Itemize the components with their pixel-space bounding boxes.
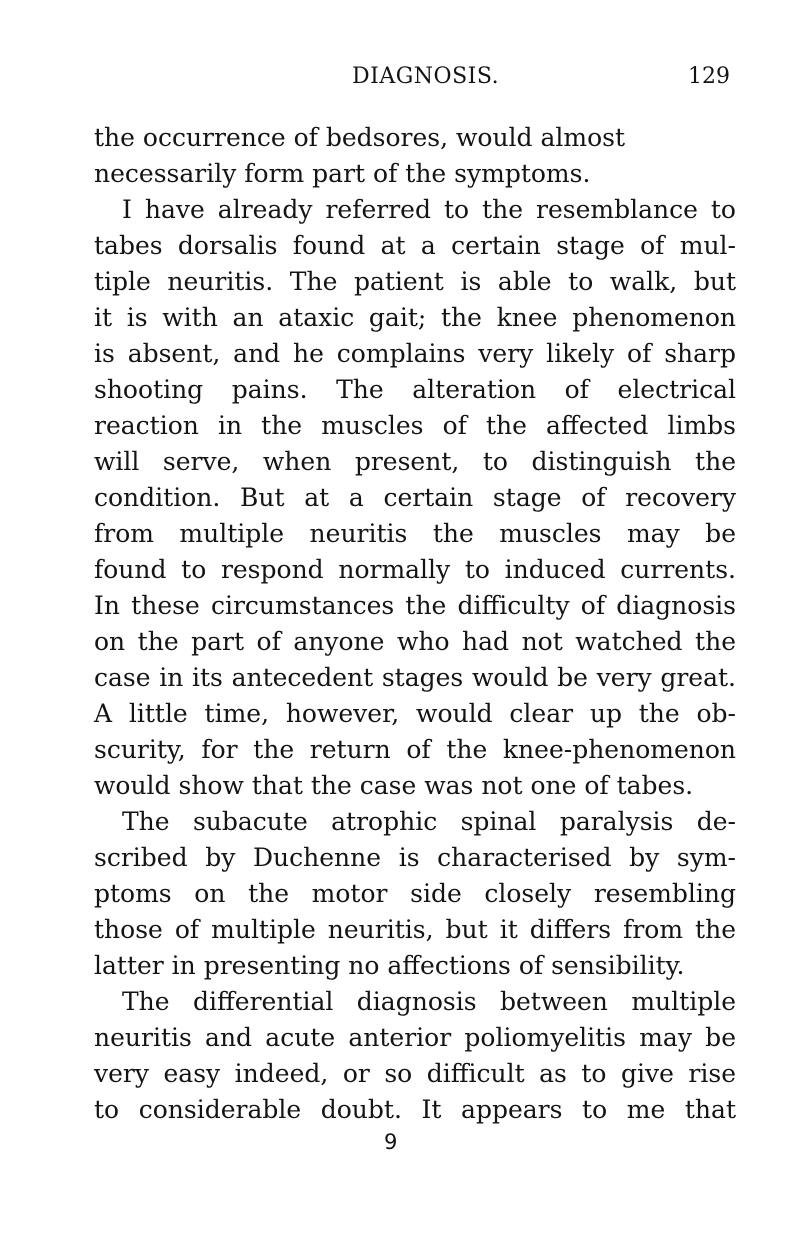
text-line: tiple neuritis. The patient is able to walk, but xyxy=(94,267,736,296)
text-line: to considerable doubt. It appears to me that xyxy=(94,1095,736,1124)
text-line: ptoms on the motor side closely resembling xyxy=(94,879,736,908)
text-line: I have already referred to the resemblance to xyxy=(122,195,736,224)
text-line: scurity, for the return of the knee-phenomenon xyxy=(94,735,736,764)
text-line: is absent, and he complains very likely of sharp xyxy=(94,339,736,368)
text-line: would show that the case was not one of tabes. xyxy=(94,771,694,800)
text-line: The subacute atrophic spinal paralysis de- xyxy=(122,807,736,836)
text-line: necessarily form part of the symptoms. xyxy=(94,159,591,188)
running-head: DIAGNOSIS. xyxy=(352,64,500,89)
text-line: will serve, when present, to distinguish the xyxy=(94,447,736,476)
text-line: The differential diagnosis between multiple xyxy=(122,987,736,1016)
text-line: from multiple neuritis the muscles may be xyxy=(94,519,736,548)
text-line: reaction in the muscles of the affected limbs xyxy=(94,411,736,440)
text-line: condition. But at a certain stage of recovery xyxy=(94,483,736,512)
text-line: neuritis and acute anterior poliomyelitis may be xyxy=(94,1023,736,1052)
text-line: shooting pains. The alteration of electrical xyxy=(94,375,736,404)
text-line: found to respond normally to induced currents. xyxy=(94,555,736,584)
text-line: tabes dorsalis found at a certain stage of mul- xyxy=(94,231,736,260)
text-line: In these circumstances the difficulty of diagnosis xyxy=(94,591,736,620)
text-line: A little time, however, would clear up the ob- xyxy=(94,699,736,728)
text-line: those of multiple neuritis, but it differs from the xyxy=(94,915,736,944)
page-header xyxy=(94,62,736,92)
text-line: scribed by Duchenne is characterised by sym- xyxy=(94,843,736,872)
text-line: the occurrence of bedsores, would almost xyxy=(94,123,626,152)
text-line: it is with an ataxic gait; the knee phenomenon xyxy=(94,303,736,332)
text-line: case in its antecedent stages would be very great. xyxy=(94,663,736,692)
text-line: latter in presenting no affections of sensibility. xyxy=(94,951,685,980)
text-line: very easy indeed, or so difficult as to give rise xyxy=(94,1059,736,1088)
text-line: on the part of anyone who had not watched the xyxy=(94,627,736,656)
page-number: 129 xyxy=(688,64,730,89)
signature-mark: 9 xyxy=(384,1130,398,1154)
